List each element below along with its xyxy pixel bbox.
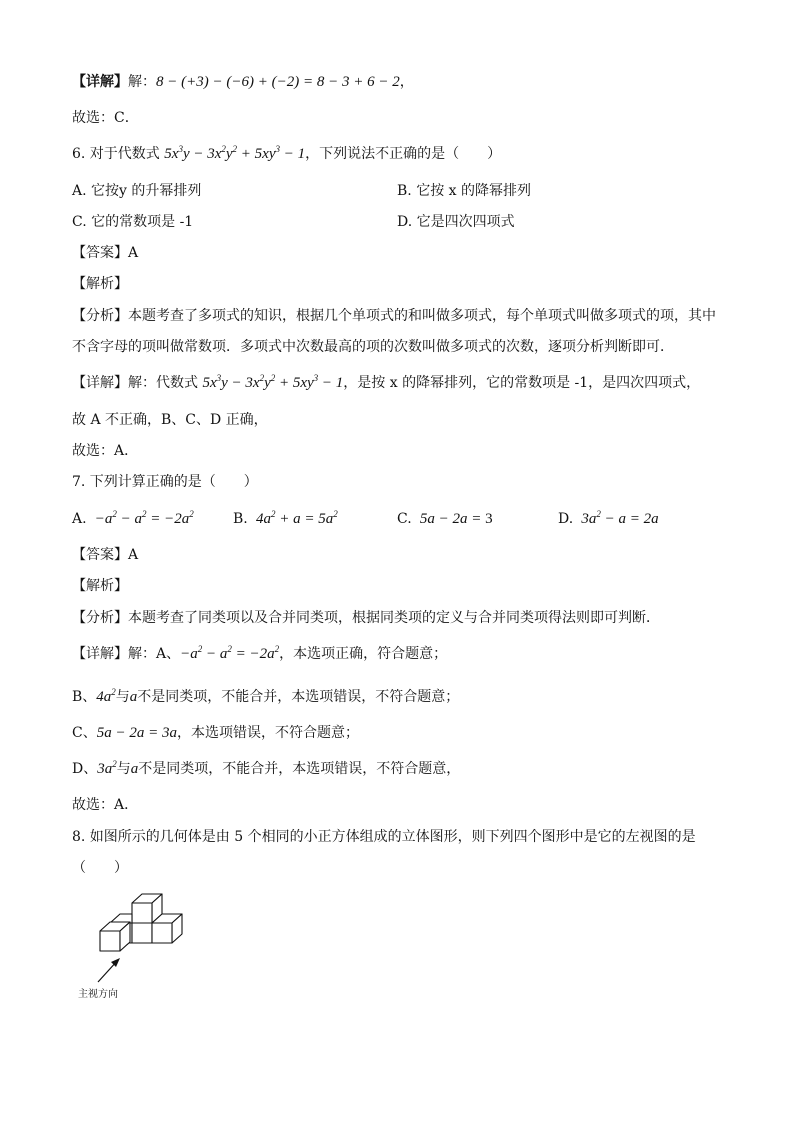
q7-detail-a-math: $-a^2 - a^2 = -2a^2$ <box>180 644 280 662</box>
q6-suffix: ，下列说法不正确的是（ ） <box>305 146 502 162</box>
q6-jiexi: 【解析】 <box>72 276 128 292</box>
q7-detail-d-and: 与 <box>116 761 131 777</box>
front-cube-3 <box>152 923 172 943</box>
q6-detail-polynomial: $5x^3y - 3x^2y^2 + 5xy^3 - 1$ <box>202 373 344 391</box>
q7-detail-a-suffix: ，本选项正确，符合题意； <box>279 646 448 662</box>
q7-option-c <box>397 509 493 529</box>
q6-option-d: D. 它是四次四项式 <box>397 214 515 230</box>
detail-end: ， <box>399 74 414 90</box>
q7-detail-d-prefix: D、 <box>72 761 98 777</box>
question-8-line2: （ ） <box>72 860 128 876</box>
detail-text: 解： <box>128 74 156 90</box>
q7-detail-c-suffix: ，本选项错误，不符合题意； <box>176 725 359 741</box>
q7-c-math: 5a − 2a = 3 <box>416 511 493 527</box>
q7-option-a <box>72 509 194 529</box>
q6-select: 故选：A． <box>72 443 139 459</box>
q7-detail-d-var: a <box>130 761 139 777</box>
q7-detail-b-prefix: B、 <box>72 689 97 705</box>
q6-detail <box>72 373 700 393</box>
q7-c-label: C. <box>397 511 412 527</box>
select-line-q5: 故选：C． <box>72 110 139 126</box>
q6-analysis-2: 不含字母的项叫做常数项．多项式中次数最高的项的次数叫做多项式的次数，逐项分析判断即可． <box>72 339 674 355</box>
q7-d-math: $3a^2 - a = 2a$ <box>577 509 659 527</box>
figure-label: 主视方向 <box>78 989 118 1000</box>
q6-option-b: B. 它按 x 的降幂排列 <box>397 183 531 199</box>
q6-polynomial: $5x^3y - 3x^2y^2 + 5xy^3 - 1$ <box>164 144 306 162</box>
question-6 <box>72 144 501 164</box>
q7-detail-b-and: 与 <box>115 689 130 705</box>
q7-detail-c-prefix: C、 <box>72 725 97 741</box>
q7-detail-d <box>72 759 460 779</box>
q6-detail-suffix: ，是按 x 的降幂排列，它的常数项是 -1，是四次四项式， <box>343 375 701 391</box>
q7-d-label: D. <box>558 511 574 527</box>
q7-answer: 【答案】A <box>72 547 139 563</box>
q6-detail-prefix: 【详解】解：代数式 <box>72 375 198 391</box>
q7-detail-b-suffix: 不是同类项，不能合并，本选项错误，不符合题意； <box>137 689 460 705</box>
q7-detail-a-prefix: 【详解】解：A、 <box>72 646 181 662</box>
detail-line-q5 <box>72 72 414 92</box>
q7-detail-b-var: a <box>129 689 138 705</box>
q6-detail-line2: 故 A 不正确，B、C、D 正确， <box>72 412 268 428</box>
q7-detail-d-math: $3a^2$ <box>97 759 117 777</box>
question-7: 7. 下列计算正确的是（ ） <box>72 474 258 490</box>
q7-detail-b <box>72 687 459 707</box>
q6-prefix: 6. 对于代数式 <box>72 146 160 162</box>
q7-option-b <box>233 509 338 529</box>
q7-jiexi: 【解析】 <box>72 578 128 594</box>
q7-option-d <box>558 509 659 529</box>
cube-figure <box>90 888 200 998</box>
q7-analysis: 【分析】本题考查了同类项以及合并同类项，根据同类项的定义与合并同类项得法则即可判断． <box>72 610 660 626</box>
q6-option-a: A. 它按y 的升幂排列 <box>72 183 202 199</box>
front-cube-2 <box>132 923 152 943</box>
q7-detail-c <box>72 723 359 743</box>
q6-option-c: C. 它的常数项是 -1 <box>72 214 194 230</box>
q7-select: 故选：A． <box>72 797 139 813</box>
q7-a-label: A. <box>72 511 87 527</box>
q6-answer: 【答案】A <box>72 245 139 261</box>
question-8-line1: 8. 如图所示的几何体是由 5 个相同的小正方体组成的立体图形，则下列四个图形中是它的左视图的是 <box>72 829 696 845</box>
q7-b-label: B. <box>233 511 248 527</box>
q7-b-math: $4a^2 + a = 5a^2$ <box>252 509 338 527</box>
q6-analysis-1: 【分析】本题考查了多项式的知识，根据几个单项式的和叫做多项式，每个单项式叫做多项式的项，其中 <box>72 308 716 324</box>
detail-math: 8 − (+3) − (−6) + (−2) = 8 − 3 + 6 − 2 <box>156 74 400 90</box>
q7-a-math: $-a^2 - a^2 = -2a^2$ <box>91 509 194 527</box>
q7-detail-a <box>72 644 447 664</box>
q7-detail-d-suffix: 不是同类项，不能合并，本选项错误，不符合题意， <box>138 761 461 777</box>
detail-tag: 【详解】 <box>72 74 128 90</box>
q7-detail-c-math: 5a − 2a = 3a <box>96 725 177 741</box>
q7-detail-b-math: $4a^2$ <box>96 687 116 705</box>
